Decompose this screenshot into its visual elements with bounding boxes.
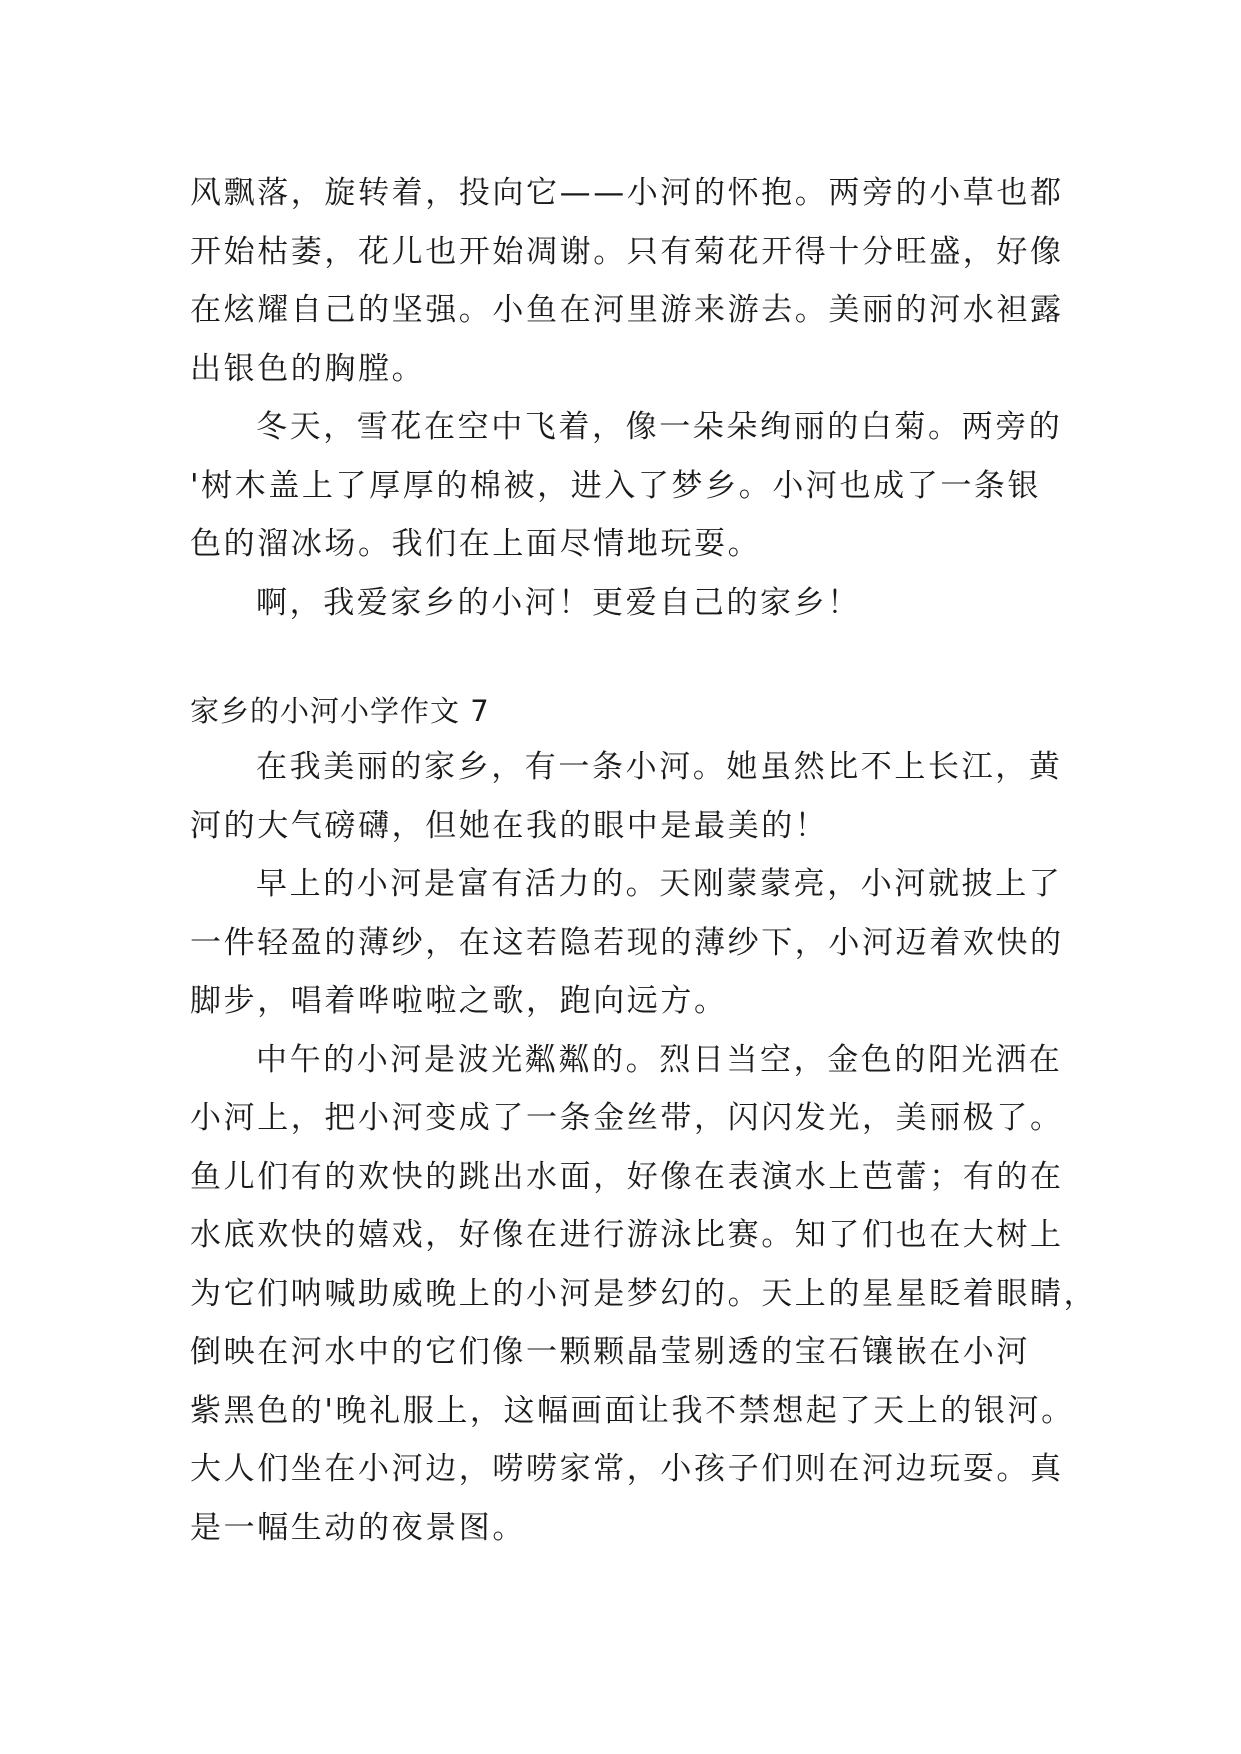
paragraph-line: 中午的小河是波光粼粼的。烈日当空，金色的阳光洒在 xyxy=(256,1041,1063,1078)
paragraph-line: 水底欢快的嬉戏，好像在进行游泳比赛。知了们也在大树上 xyxy=(190,1217,1064,1253)
paragraph-line: 啊，我爱家乡的小河！更爱自己的家乡！ xyxy=(256,584,861,621)
paragraph-line: 为它们呐喊助威晚上的小河是梦幻的。天上的星星眨着眼睛， xyxy=(190,1275,1098,1312)
paragraph-line: '树木盖上了厚厚的棉被，进入了梦乡。小河也成了一条银 xyxy=(190,467,1042,504)
paragraph-line: 早上的小河是富有活力的。天刚蒙蒙亮，小河就披上了 xyxy=(256,866,1063,902)
paragraph-line: 河的大气磅礴，但她在我的眼中是最美的！ xyxy=(190,807,829,844)
paragraph-line: 大人们坐在小河边，唠唠家常，小孩子们则在河边玩耍。真 xyxy=(190,1451,1064,1487)
essay-section-one xyxy=(190,164,1090,632)
paragraph-line: 色的溜冰场。我们在上面尽情地玩耍。 xyxy=(190,526,762,562)
paragraph-line: 风飘落，旋转着，投向它——小河的怀抱。两旁的小草也都 xyxy=(190,175,1064,211)
paragraph-line: 脚步，唱着哗啦啦之歌，跑向远方。 xyxy=(190,983,728,1019)
paragraph-line: 开始枯萎，花儿也开始凋谢。只有菊花开得十分旺盛，好像 xyxy=(190,233,1064,270)
paragraph-line: 鱼儿们有的欢快的跳出水面，好像在表演水上芭蕾；有的在 xyxy=(190,1158,1064,1195)
paragraph-line: 一件轻盈的薄纱，在这若隐若现的薄纱下，小河迈着欢快的 xyxy=(190,924,1064,961)
paragraph-line: 在我美丽的家乡，有一条小河。她虽然比不上长江，黄 xyxy=(256,749,1063,785)
paragraph-line: 出银色的胸膛。 xyxy=(190,350,426,387)
paragraph-line: 小河上，把小河变成了一条金丝带，闪闪发光，美丽极了。 xyxy=(190,1100,1064,1136)
paragraph-line: 是一幅生动的夜景图。 xyxy=(190,1509,526,1546)
paragraph-line: 紫黑色的'晚礼服上，这幅画面让我不禁想起了天上的银河。 xyxy=(190,1392,1075,1429)
paragraph-line: 在炫耀自己的坚强。小鱼在河里游来游去。美丽的河水袒露 xyxy=(190,292,1064,328)
essay-section-two xyxy=(190,738,1098,1557)
paragraph-line: 倒映在河水中的它们像一颗颗晶莹剔透的宝石镶嵌在小河 xyxy=(190,1334,1030,1370)
essay-title: 家乡的小河小学作文 7 xyxy=(190,694,490,728)
paragraph-line: 冬天，雪花在空中飞着，像一朵朵绚丽的白菊。两旁的 xyxy=(256,409,1063,445)
